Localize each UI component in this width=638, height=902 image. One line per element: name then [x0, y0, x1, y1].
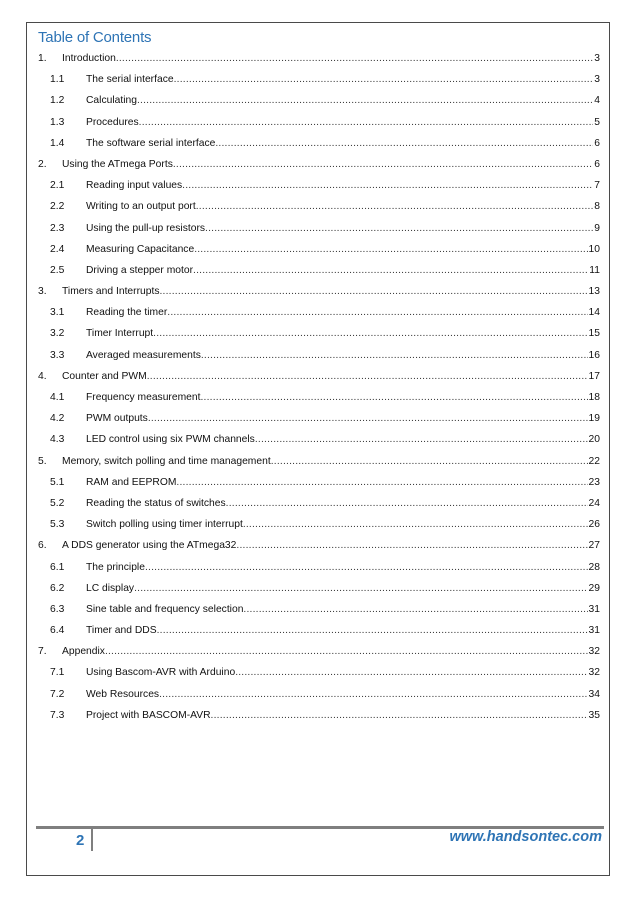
footer-url: www.handsontec.com: [449, 829, 602, 845]
toc-entry-title: Sine table and frequency selection: [86, 603, 244, 615]
toc-entry-page: 19: [588, 413, 600, 425]
toc-entry[interactable]: [36, 115, 600, 136]
toc-entry-number: 2.5: [50, 264, 65, 276]
toc-entry-title: Web Resources: [86, 688, 160, 700]
dot-leader: [211, 708, 588, 724]
dot-leader: [147, 369, 588, 385]
toc-entry-number: 5.1: [50, 476, 65, 488]
toc-entry-page: 35: [588, 709, 600, 721]
toc-entry[interactable]: [36, 687, 600, 708]
toc-entry[interactable]: [36, 475, 600, 496]
toc-entry[interactable]: [36, 623, 600, 644]
toc-entry-number: 1.3: [50, 116, 65, 128]
toc-entry-title: Switch polling using timer interrupt: [86, 519, 243, 531]
toc-entry[interactable]: [36, 242, 600, 263]
toc-entry-title: Timers and Interrupts: [62, 286, 160, 298]
dot-leader: [271, 454, 588, 470]
toc-entry[interactable]: [36, 560, 600, 581]
toc-entry-page: 10: [588, 243, 600, 255]
dot-leader: [182, 178, 593, 194]
toc-entry[interactable]: [36, 136, 600, 157]
footer-page-number: 2: [76, 832, 85, 849]
toc-entry-number: 2.2: [50, 201, 65, 213]
toc-entry-title: Reading the status of switches: [86, 497, 226, 509]
dot-leader: [153, 326, 587, 342]
toc-entry[interactable]: [36, 263, 600, 284]
toc-entry-number: 5.3: [50, 519, 65, 531]
table-of-contents: [36, 51, 600, 729]
toc-entry-number: 2.1: [50, 180, 65, 192]
toc-entry-title: Driving a stepper motor: [86, 264, 194, 276]
dot-leader: [243, 517, 588, 533]
toc-entry[interactable]: [36, 665, 600, 686]
toc-entry-title: Reading the timer: [86, 307, 168, 319]
toc-entry-number: 5.: [38, 455, 47, 467]
toc-entry-number: 1.1: [50, 74, 65, 86]
toc-entry-page: 3: [594, 74, 600, 86]
toc-entry[interactable]: [36, 708, 600, 729]
dot-leader: [167, 305, 587, 321]
toc-entry-page: 4: [594, 95, 600, 107]
toc-entry[interactable]: [36, 538, 600, 559]
toc-entry-number: 3.: [38, 286, 47, 298]
toc-entry-page: 6: [594, 158, 600, 170]
dot-leader: [235, 665, 587, 681]
toc-entry[interactable]: [36, 390, 600, 411]
toc-entry[interactable]: [36, 157, 600, 178]
toc-entry-title: Reading input values: [86, 180, 183, 192]
toc-entry-number: 6.3: [50, 603, 65, 615]
toc-entry-number: 1.: [38, 53, 47, 64]
toc-entry-page: 7: [594, 180, 600, 192]
toc-entry[interactable]: [36, 369, 600, 390]
toc-entry-page: 18: [588, 392, 600, 403]
toc-entry-number: 6.1: [50, 561, 65, 573]
toc-entry-page: 31: [588, 625, 600, 637]
toc-entry-page: 24: [588, 497, 600, 509]
toc-entry-page: 34: [588, 688, 600, 700]
dot-leader: [159, 284, 587, 300]
toc-entry-page: 29: [588, 582, 600, 594]
toc-entry-page: 5: [594, 116, 600, 128]
toc-entry-page: 8: [594, 201, 600, 213]
toc-entry[interactable]: [36, 496, 600, 517]
toc-entry-title: Counter and PWM: [62, 370, 147, 382]
toc-entry-page: 9: [594, 222, 600, 234]
dot-leader: [243, 602, 587, 618]
toc-entry-page: 22: [588, 455, 600, 467]
toc-entry-number: 7.1: [50, 667, 65, 679]
toc-entry-page: 23: [588, 476, 600, 488]
toc-entry-page: 16: [588, 349, 600, 361]
toc-entry-title: The serial interface: [86, 74, 174, 86]
toc-entry[interactable]: [36, 93, 600, 114]
toc-entry-number: 5.2: [50, 497, 65, 509]
dot-leader: [215, 136, 593, 152]
toc-entry[interactable]: [36, 644, 600, 665]
toc-entry-number: 1.2: [50, 95, 65, 107]
toc-entry-number: 6.4: [50, 625, 65, 637]
toc-entry-page: 17: [588, 370, 600, 382]
toc-entry-page: 3: [594, 53, 600, 64]
toc-entry-page: 26: [588, 519, 600, 531]
toc-entry-number: 3.2: [50, 328, 65, 340]
toc-entry-title: Timer Interrupt: [86, 328, 154, 340]
toc-entry-number: 7.: [38, 646, 47, 658]
dot-leader: [173, 157, 593, 173]
toc-entry-number: 4.: [38, 370, 47, 382]
toc-entry-title: The software serial interface: [86, 137, 216, 149]
toc-entry-title: Memory, switch polling and time management: [62, 455, 271, 467]
toc-entry-title: Procedures: [86, 116, 139, 128]
dot-leader: [105, 644, 588, 660]
toc-entry-number: 4.1: [50, 392, 65, 403]
dot-leader: [176, 475, 587, 491]
toc-entry-number: 2.3: [50, 222, 65, 234]
toc-entry-title: Timer and DDS: [86, 625, 157, 637]
toc-entry-page: 11: [589, 264, 600, 276]
toc-entry[interactable]: [36, 517, 600, 538]
toc-entry-title: LED control using six PWM channels: [86, 434, 255, 446]
toc-entry-page: 20: [588, 434, 600, 446]
toc-entry[interactable]: [36, 326, 600, 347]
toc-entry-title: The principle: [86, 561, 145, 573]
toc-entry-number: 7.2: [50, 688, 65, 700]
toc-entry[interactable]: [36, 411, 600, 432]
toc-entry[interactable]: [36, 454, 600, 475]
dot-leader: [200, 390, 587, 406]
toc-entry[interactable]: [36, 178, 600, 199]
toc-entry[interactable]: [36, 305, 600, 326]
toc-entry-page: 27: [588, 540, 600, 552]
dot-leader: [134, 581, 587, 597]
dot-leader: [194, 242, 587, 258]
toc-entry-title: LC display: [86, 582, 135, 594]
dot-leader: [236, 538, 587, 554]
footer-separator: [91, 829, 93, 851]
toc-entry-title: A DDS generator using the ATmega32: [62, 540, 237, 552]
toc-entry[interactable]: [36, 432, 600, 453]
dot-leader: [196, 199, 594, 215]
toc-entry[interactable]: [36, 581, 600, 602]
toc-entry-title: Project with BASCOM-AVR: [86, 709, 211, 721]
toc-entry[interactable]: [36, 348, 600, 369]
toc-entry[interactable]: [36, 221, 600, 242]
toc-entry-number: 7.3: [50, 709, 65, 721]
dot-leader: [157, 623, 588, 639]
toc-entry-page: 15: [588, 328, 600, 340]
toc-entry-title: Calculating: [86, 95, 137, 107]
toc-entry-title: Using the pull-up resistors: [86, 222, 206, 234]
toc-entry-title: Using Bascom-AVR with Arduino: [86, 667, 236, 679]
toc-entry-number: 1.4: [50, 137, 65, 149]
toc-entry-title: Introduction: [62, 53, 116, 64]
toc-entry-title: PWM outputs: [86, 413, 148, 425]
toc-entry-page: 32: [588, 667, 600, 679]
dot-leader: [205, 221, 593, 237]
dot-leader: [148, 411, 588, 427]
toc-entry[interactable]: [36, 51, 600, 72]
dot-leader: [139, 115, 594, 131]
toc-entry-page: 32: [588, 646, 600, 658]
toc-entry-title: Frequency measurement: [86, 392, 201, 403]
toc-entry[interactable]: [36, 602, 600, 623]
toc-entry-page: 31: [588, 603, 600, 615]
toc-entry-title: Appendix: [62, 646, 105, 658]
dot-leader: [201, 348, 588, 364]
dot-leader: [226, 496, 588, 512]
toc-entry-page: 14: [588, 307, 600, 319]
dot-leader: [255, 432, 588, 448]
toc-entry-title: RAM and EEPROM: [86, 476, 177, 488]
dot-leader: [174, 72, 594, 88]
dot-leader: [116, 51, 593, 67]
toc-entry-number: 4.3: [50, 434, 65, 446]
toc-entry-number: 2.: [38, 158, 47, 170]
toc-entry-number: 6.: [38, 540, 47, 552]
toc-entry-title: Measuring Capacitance: [86, 243, 195, 255]
toc-entry[interactable]: [36, 199, 600, 220]
dot-leader: [137, 93, 593, 109]
toc-entry-title: Using the ATmega Ports: [62, 158, 173, 170]
toc-entry-number: 6.2: [50, 582, 65, 594]
toc-entry-title: Writing to an output port: [86, 201, 196, 213]
dot-leader: [193, 263, 588, 279]
toc-entry-title: Averaged measurements: [86, 349, 201, 361]
toc-entry-number: 3.3: [50, 349, 65, 361]
dot-leader: [159, 687, 587, 703]
toc-entry-page: 13: [588, 286, 600, 298]
dot-leader: [145, 560, 588, 576]
toc-entry-page: 28: [588, 561, 600, 573]
toc-entry[interactable]: [36, 72, 600, 93]
toc-entry-number: 2.4: [50, 243, 65, 255]
toc-entry-number: 4.2: [50, 413, 65, 425]
toc-heading: Table of Contents: [38, 29, 152, 46]
toc-entry[interactable]: [36, 284, 600, 305]
toc-entry-number: 3.1: [50, 307, 65, 319]
toc-entry-page: 6: [594, 137, 600, 149]
